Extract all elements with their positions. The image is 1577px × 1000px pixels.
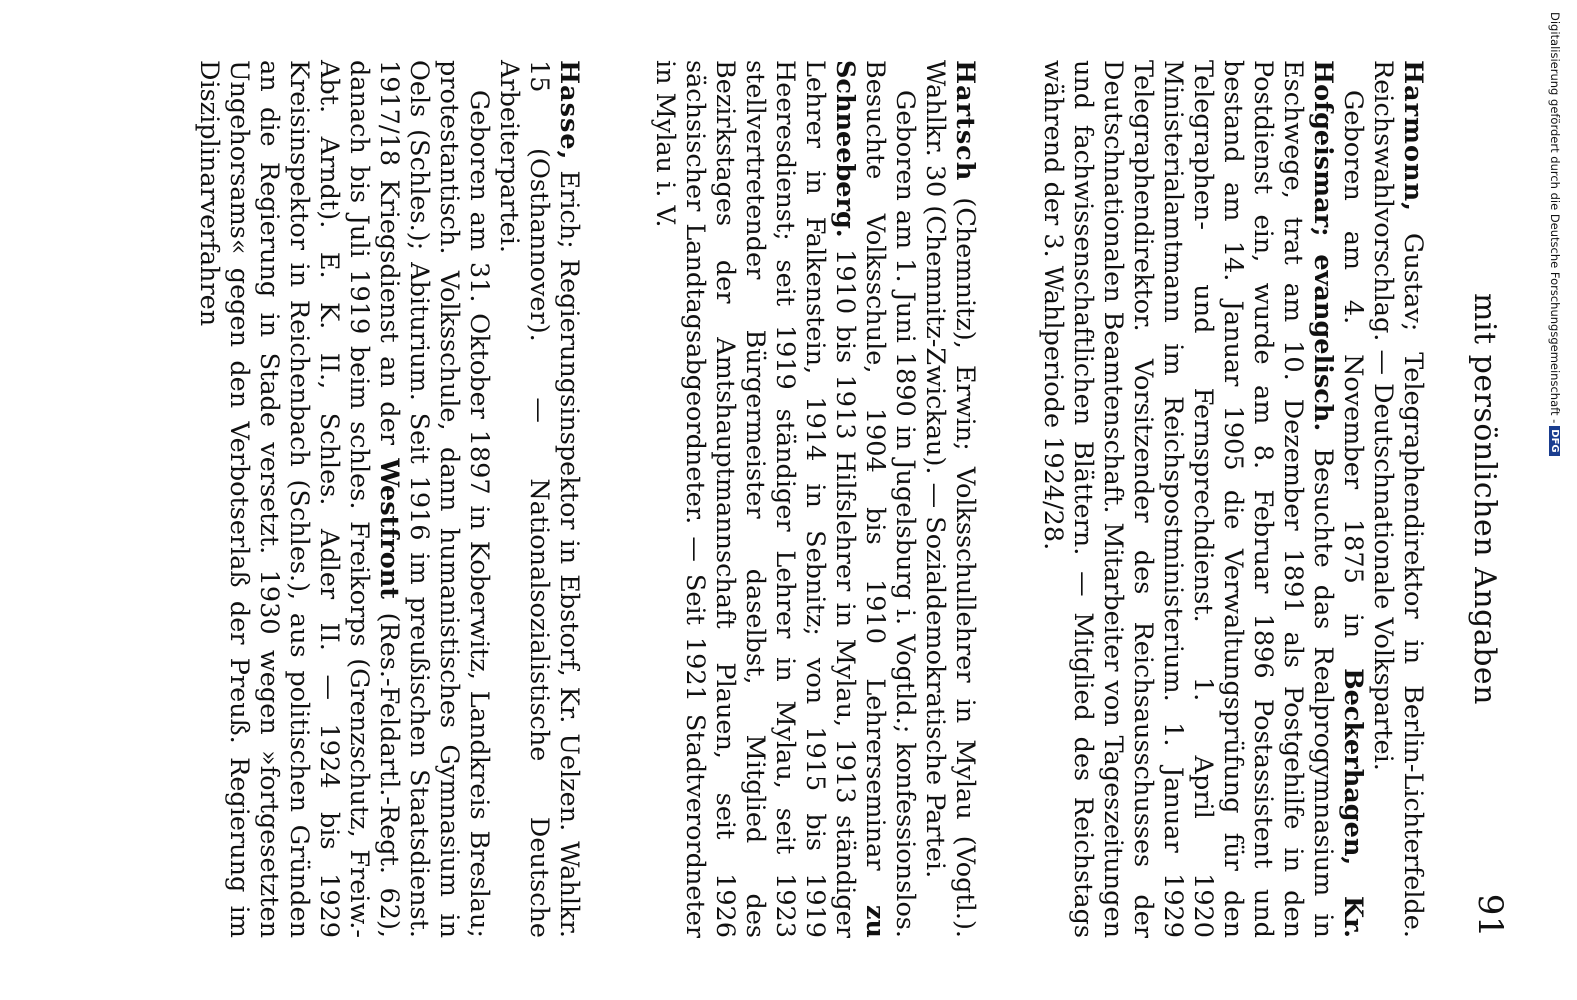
entry-name: Hartsch — [950, 60, 980, 182]
entry-body — [650, 60, 920, 938]
entry-body-text: Geboren am 1. Juni 1890 in Jugelsburg i. Vogtld.; konfessionslos. Besuchte Volksschule, 1904 bis 1910 Lehrerseminar — [860, 60, 920, 938]
biography-entry — [650, 60, 980, 938]
imprint-text-line — [1548, 12, 1562, 962]
entry-heading-text: (Chemnitz), Erwin; Volksschullehrer in Mylau (Vogtl.). Wahlkr. 30 (Chemnitz-Zwickau). — Sozialdemokratische Partei. — [920, 60, 980, 938]
entry-heading — [1368, 60, 1428, 938]
imprint-text: Digitalisierung gefördert durch die Deutsche Forschungsgemeinschaft - — [1548, 12, 1562, 424]
entry-heading-text: Gustav; Telegraphendirektor in Berlin-Lichterfelde. Reichswahlvorschlag. — Deutschnationale Volkspartei. — [1368, 60, 1428, 938]
entry-heading — [494, 60, 584, 938]
entry-name: Hasse, — [554, 60, 584, 161]
entry-body-bold: Beckerhagen, Kr. Hofgeismar; evangelisch. — [1308, 60, 1368, 938]
entry-heading-text: Erich; Regierungsinspektor in Ebstorf, Kr. Uelzen. Wahlkr. 15 (Osthannover). — Nationalsozialistische Deutsche Arbeiterpartei. — [494, 60, 584, 938]
running-head — [1458, 60, 1510, 938]
entry-body-text: Geboren am 31. Oktober 1897 in Koberwitz, Landkreis Breslau; protestantisch. Volksschule, dann humanistisches Gymnasium in Oels (Schles.); Abiturium. Seit 1916 im preußischen Staatsdienst. 1917/18 Kriegsdienst an der — [374, 60, 494, 938]
entry-name: Harmonn, — [1398, 60, 1428, 212]
entry-body-text: Geboren am 4. November 1875 in — [1338, 90, 1368, 669]
entry-body-bold: zu Schneeberg. — [830, 60, 890, 938]
biography-entry — [194, 60, 584, 938]
entry-body — [1038, 60, 1368, 938]
dfg-logo-icon: DFG — [1549, 426, 1560, 455]
entry-body-text: Besuchte das Realprogymnasium in Eschwege, trat am 10. Dezember 1891 als Postgehilfe in den Postdienst ein, wurde am 8. Februar 1896 Postassistent und bestand am 14. Januar 1905 die Verwaltungsprüfung für den Telegraphen- und Fernsprechdienst. 1. April 1920 Ministerialamtmann im Reichspostministerium. 1. Januar 1929 Telegraphendirektor. Vorsitzender des Reichsausschusses der Deutschnationalen Beamtenschaft. Mitarbeiter von Tageszeitungen und fachwissenschaftlichen Blättern. — Mitglied des Reichstags während der 3. Wahlperiode 1924/28. — [1038, 60, 1338, 938]
biography-entry — [1038, 60, 1428, 938]
entry-heading — [920, 60, 980, 938]
entry-body-text: 1910 bis 1913 Hilfslehrer in Mylau, 1913 ständiger Lehrer in Falkenstein, 1914 in Sebnitz; von 1915 bis 1919 Heeresdienst; seit 1919 ständiger Lehrer in Mylau, seit 1923 stellvertretender Bürgermeister daselbst, Mitglied des Bezirkstages der Amtshauptmannschaft Plauen, seit 1926 sächsischer Landtagsabgeordneter. — Seit 1921 Stadtverordneter in Mylau i. V. — [650, 60, 860, 938]
entry-body-text: (Res.-Feldartl.-Regt. 62), danach bis Juli 1919 beim schles. Freikorps (Grenzschutz, Freiw.-Abt. Arndt). E. K. II., Schles. Adler II. — 1924 bis 1929 Kreisinspektor in Reichenbach (Schles.), aus politischen Gründen an die Regierung in Stade versetzt. 1930 wegen »fortgesetzten Ungehorsams« gegen den Verbotserlaß der Preuß. Regierung im Disziplinarverfahren — [194, 60, 404, 938]
entry-body — [194, 60, 494, 938]
digitization-imprint — [1538, 12, 1568, 982]
entry-body-bold: Westfront — [374, 458, 404, 600]
running-head-title: mit persönlichen Angaben — [1467, 293, 1502, 705]
page-number: 91 — [1470, 893, 1510, 938]
